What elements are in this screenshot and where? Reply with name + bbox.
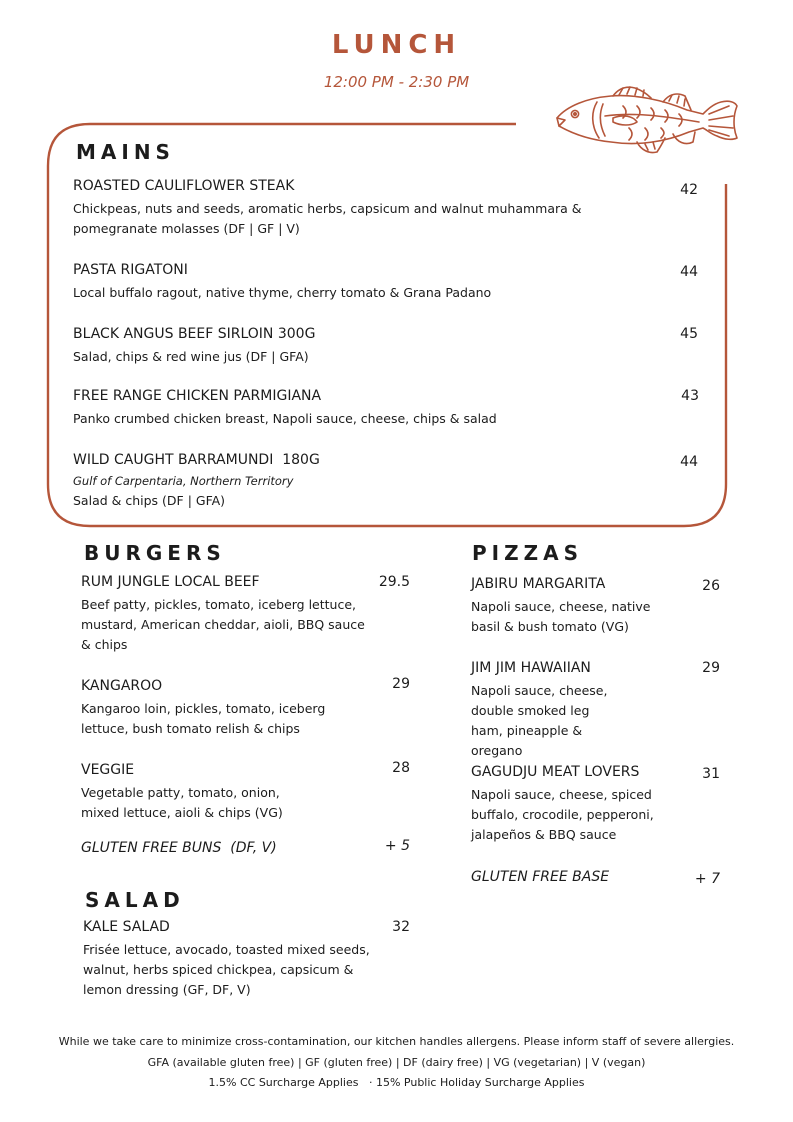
menu-item-name: RUM JUNGLE LOCAL BEEF	[81, 574, 260, 590]
gluten-free-base-option: GLUTEN FREE BASE	[471, 869, 610, 885]
surcharge-notice: 1.5% CC Surcharge Applies · 15% Public Holiday Surcharge Applies	[208, 1076, 585, 1089]
menu-item-name: KALE SALAD	[83, 919, 170, 935]
menu-item-name: ROASTED CAULIFLOWER STEAK	[73, 178, 295, 194]
menu-item-name: GAGUDJU MEAT LOVERS	[471, 764, 640, 780]
menu-item-description: Panko crumbed chicken breast, Napoli sauce, cheese, chips & salad	[73, 411, 497, 426]
gluten-free-buns-option: GLUTEN FREE BUNS (DF, V)	[81, 840, 277, 856]
menu-item-description: Napoli sauce, cheese, spiced buffalo, crocodile, pepperoni, jalapeños & BBQ sauce	[471, 787, 654, 842]
service-hours: 12:00 PM - 2:30 PM	[323, 73, 470, 91]
menu-item-price: 45	[680, 326, 698, 342]
menu-item-price: 31	[702, 766, 720, 782]
menu-item-description: Beef patty, pickles, tomato, iceberg lettuce, mustard, American cheddar, aioli, BBQ sauce & chips	[81, 597, 365, 652]
allergen-notice: While we take care to minimize cross-contamination, our kitchen handles allergens. Please inform staff of severe allergies.	[58, 1035, 735, 1048]
menu-item-description: Napoli sauce, cheese, native basil & bush tomato (VG)	[471, 599, 651, 634]
menu-item-name: WILD CAUGHT BARRAMUNDI 180G	[73, 452, 320, 468]
menu-item-description: Salad, chips & red wine jus (DF | GFA)	[73, 349, 309, 364]
menu-item-name: JIM JIM HAWAIIAN	[471, 660, 591, 676]
menu-item-name: PASTA RIGATONI	[73, 262, 188, 278]
menu-item-description: Chickpeas, nuts and seeds, aromatic herbs, capsicum and walnut muhammara & pomegranate molasses (DF | GF | V)	[73, 201, 582, 236]
menu-item-name: JABIRU MARGARITA	[471, 576, 606, 592]
menu-item-price: 29.5	[378, 574, 410, 590]
menu-item-name: BLACK ANGUS BEEF SIRLOIN 300G	[73, 326, 316, 342]
menu-item-price: 44	[680, 264, 698, 280]
mains-heading: MAINS	[76, 140, 175, 164]
page-title: LUNCH	[331, 30, 462, 60]
dietary-legend: GFA (available gluten free) | GF (gluten free) | DF (dairy free) | VG (vegetarian) | V (vegan)	[147, 1056, 646, 1069]
menu-item-description: Salad & chips (DF | GFA)	[73, 493, 226, 508]
menu-item-price: 44	[680, 454, 698, 470]
menu-item-description: Local buffalo ragout, native thyme, cherry tomato & Grana Padano	[73, 285, 492, 300]
salad-heading: SALAD	[85, 888, 185, 912]
menu-item-price: 29	[702, 660, 720, 676]
pizzas-heading: PIZZAS	[472, 541, 583, 565]
menu-item-price: 26	[702, 578, 720, 594]
menu-item-price: 42	[680, 182, 698, 198]
menu-item-price: 29	[392, 676, 410, 692]
menu-item-description: Frisée lettuce, avocado, toasted mixed seeds, walnut, herbs spiced chickpea, capsicum & lemon dressing (GF, DF, V)	[83, 942, 370, 997]
menu-item-price: 28	[392, 760, 410, 776]
menu-item-name: VEGGIE	[81, 762, 135, 778]
gluten-free-buns-price: + 5	[384, 838, 410, 854]
menu-item-description: Kangaroo loin, pickles, tomato, iceberg lettuce, bush tomato relish & chips	[81, 701, 326, 736]
menu-item-price: 43	[681, 388, 699, 404]
menu-item-name: FREE RANGE CHICKEN PARMIGIANA	[73, 388, 322, 404]
menu-item-origin-note: Gulf of Carpentaria, Northern Territory	[73, 474, 294, 488]
burgers-heading: BURGERS	[84, 541, 226, 565]
menu-item-name: KANGAROO	[81, 678, 163, 694]
gluten-free-base-price: + 7	[694, 871, 720, 887]
menu-item-description: Vegetable patty, tomato, onion, mixed lettuce, aioli & chips (VG)	[81, 785, 283, 820]
menu-item-description: Napoli sauce, cheese, double smoked leg ham, pineapple & oregano	[471, 683, 608, 758]
menu-item-price: 32	[392, 919, 410, 935]
